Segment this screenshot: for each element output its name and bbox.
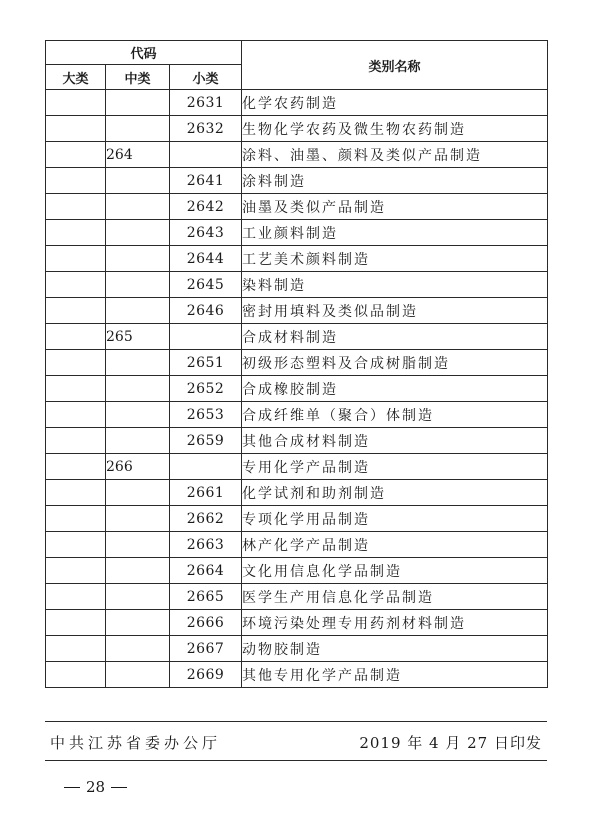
cell-category-name: 化学农药制造: [242, 90, 548, 116]
cell-major-class: [46, 480, 106, 506]
table-row: [46, 194, 548, 220]
cell-middle-class: [106, 90, 170, 116]
cell-minor-class: 2651: [170, 350, 242, 376]
header-major-class: 大类: [46, 65, 106, 90]
cell-category-name: 环境污染处理专用药剂材料制造: [242, 610, 548, 636]
cell-major-class: [46, 90, 106, 116]
footer-bottom-rule: [45, 760, 547, 761]
table-row: [46, 116, 548, 142]
header-code-group: 代码: [46, 41, 242, 65]
cell-minor-class: 2631: [170, 90, 242, 116]
table-row: [46, 142, 548, 168]
table-row: [46, 610, 548, 636]
cell-middle-class: [106, 116, 170, 142]
cell-minor-class: 2652: [170, 376, 242, 402]
cell-major-class: [46, 428, 106, 454]
cell-minor-class: 2664: [170, 558, 242, 584]
table-row: [46, 454, 548, 480]
cell-middle-class: [106, 662, 170, 688]
cell-category-name: 涂料制造: [242, 168, 548, 194]
table-body: [46, 90, 548, 688]
cell-minor-class: 2659: [170, 428, 242, 454]
cell-major-class: [46, 350, 106, 376]
footer-top-rule: [45, 721, 547, 722]
cell-category-name: 生物化学农药及微生物农药制造: [242, 116, 548, 142]
page-number-left-dash: [64, 787, 80, 788]
header-row-1: [46, 41, 548, 65]
cell-minor-class: 2661: [170, 480, 242, 506]
cell-minor-class: 2653: [170, 402, 242, 428]
cell-minor-class: [170, 324, 242, 350]
cell-minor-class: 2669: [170, 662, 242, 688]
cell-major-class: [46, 584, 106, 610]
table-row: [46, 480, 548, 506]
cell-category-name: 密封用填料及类似品制造: [242, 298, 548, 324]
cell-category-name: 化学试剂和助剂制造: [242, 480, 548, 506]
table-row: [46, 532, 548, 558]
cell-category-name: 专项化学用品制造: [242, 506, 548, 532]
page-number: [58, 778, 133, 796]
table-row: [46, 220, 548, 246]
cell-minor-class: 2641: [170, 168, 242, 194]
page-number-value: 28: [86, 778, 106, 796]
cell-major-class: [46, 298, 106, 324]
cell-major-class: [46, 506, 106, 532]
table-row: [46, 636, 548, 662]
cell-middle-class: [106, 168, 170, 194]
cell-major-class: [46, 532, 106, 558]
table-row: [46, 402, 548, 428]
cell-middle-class: 265: [106, 324, 170, 350]
cell-middle-class: [106, 350, 170, 376]
header-category-name: 类别名称: [242, 41, 548, 90]
cell-middle-class: [106, 610, 170, 636]
cell-category-name: 涂料、油墨、颜料及类似产品制造: [242, 142, 548, 168]
cell-category-name: 合成材料制造: [242, 324, 548, 350]
cell-major-class: [46, 402, 106, 428]
cell-middle-class: [106, 376, 170, 402]
cell-category-name: 合成纤维单（聚合）体制造: [242, 402, 548, 428]
table-row: [46, 272, 548, 298]
table-row: [46, 90, 548, 116]
cell-minor-class: [170, 142, 242, 168]
cell-minor-class: 2642: [170, 194, 242, 220]
cell-minor-class: 2645: [170, 272, 242, 298]
table-row: [46, 584, 548, 610]
cell-category-name: 动物胶制造: [242, 636, 548, 662]
cell-major-class: [46, 194, 106, 220]
cell-minor-class: 2632: [170, 116, 242, 142]
cell-minor-class: 2666: [170, 610, 242, 636]
cell-middle-class: [106, 480, 170, 506]
table-row: [46, 428, 548, 454]
cell-middle-class: [106, 506, 170, 532]
table-row: [46, 350, 548, 376]
cell-category-name: 医学生产用信息化学品制造: [242, 584, 548, 610]
cell-middle-class: [106, 298, 170, 324]
table-row: [46, 376, 548, 402]
cell-major-class: [46, 272, 106, 298]
cell-major-class: [46, 636, 106, 662]
cell-middle-class: [106, 584, 170, 610]
cell-category-name: 其他专用化学产品制造: [242, 662, 548, 688]
cell-major-class: [46, 142, 106, 168]
cell-minor-class: 2662: [170, 506, 242, 532]
cell-middle-class: [106, 428, 170, 454]
cell-category-name: 初级形态塑料及合成树脂制造: [242, 350, 548, 376]
cell-category-name: 油墨及类似产品制造: [242, 194, 548, 220]
cell-major-class: [46, 558, 106, 584]
cell-minor-class: 2646: [170, 298, 242, 324]
table-row: [46, 246, 548, 272]
cell-category-name: 文化用信息化学品制造: [242, 558, 548, 584]
cell-category-name: 合成橡胶制造: [242, 376, 548, 402]
cell-minor-class: 2643: [170, 220, 242, 246]
cell-major-class: [46, 324, 106, 350]
cell-minor-class: [170, 454, 242, 480]
table-row: [46, 168, 548, 194]
issuing-office: 中共江苏省委办公厅: [50, 734, 222, 752]
table-row: [46, 558, 548, 584]
cell-major-class: [46, 116, 106, 142]
cell-category-name: 其他合成材料制造: [242, 428, 548, 454]
cell-middle-class: [106, 402, 170, 428]
table-row: [46, 324, 548, 350]
cell-middle-class: [106, 558, 170, 584]
cell-minor-class: 2665: [170, 584, 242, 610]
cell-major-class: [46, 610, 106, 636]
cell-category-name: 工艺美术颜料制造: [242, 246, 548, 272]
table-row: [46, 662, 548, 688]
header-middle-class: 中类: [106, 65, 170, 90]
cell-middle-class: [106, 220, 170, 246]
cell-major-class: [46, 454, 106, 480]
cell-major-class: [46, 376, 106, 402]
cell-category-name: 林产化学产品制造: [242, 532, 548, 558]
issue-date: 2019 年 4 月 27 日印发: [359, 734, 542, 752]
header-minor-class: 小类: [170, 65, 242, 90]
table-row: [46, 298, 548, 324]
cell-major-class: [46, 168, 106, 194]
table-row: [46, 506, 548, 532]
classification-table: [45, 40, 548, 688]
cell-minor-class: 2644: [170, 246, 242, 272]
cell-major-class: [46, 662, 106, 688]
cell-middle-class: [106, 636, 170, 662]
cell-minor-class: 2663: [170, 532, 242, 558]
page-number-right-dash: [111, 787, 127, 788]
cell-middle-class: [106, 272, 170, 298]
cell-middle-class: [106, 194, 170, 220]
cell-category-name: 工业颜料制造: [242, 220, 548, 246]
cell-middle-class: [106, 246, 170, 272]
cell-category-name: 染料制造: [242, 272, 548, 298]
cell-minor-class: 2667: [170, 636, 242, 662]
cell-major-class: [46, 246, 106, 272]
cell-category-name: 专用化学产品制造: [242, 454, 548, 480]
cell-major-class: [46, 220, 106, 246]
cell-middle-class: 266: [106, 454, 170, 480]
cell-middle-class: 264: [106, 142, 170, 168]
cell-middle-class: [106, 532, 170, 558]
